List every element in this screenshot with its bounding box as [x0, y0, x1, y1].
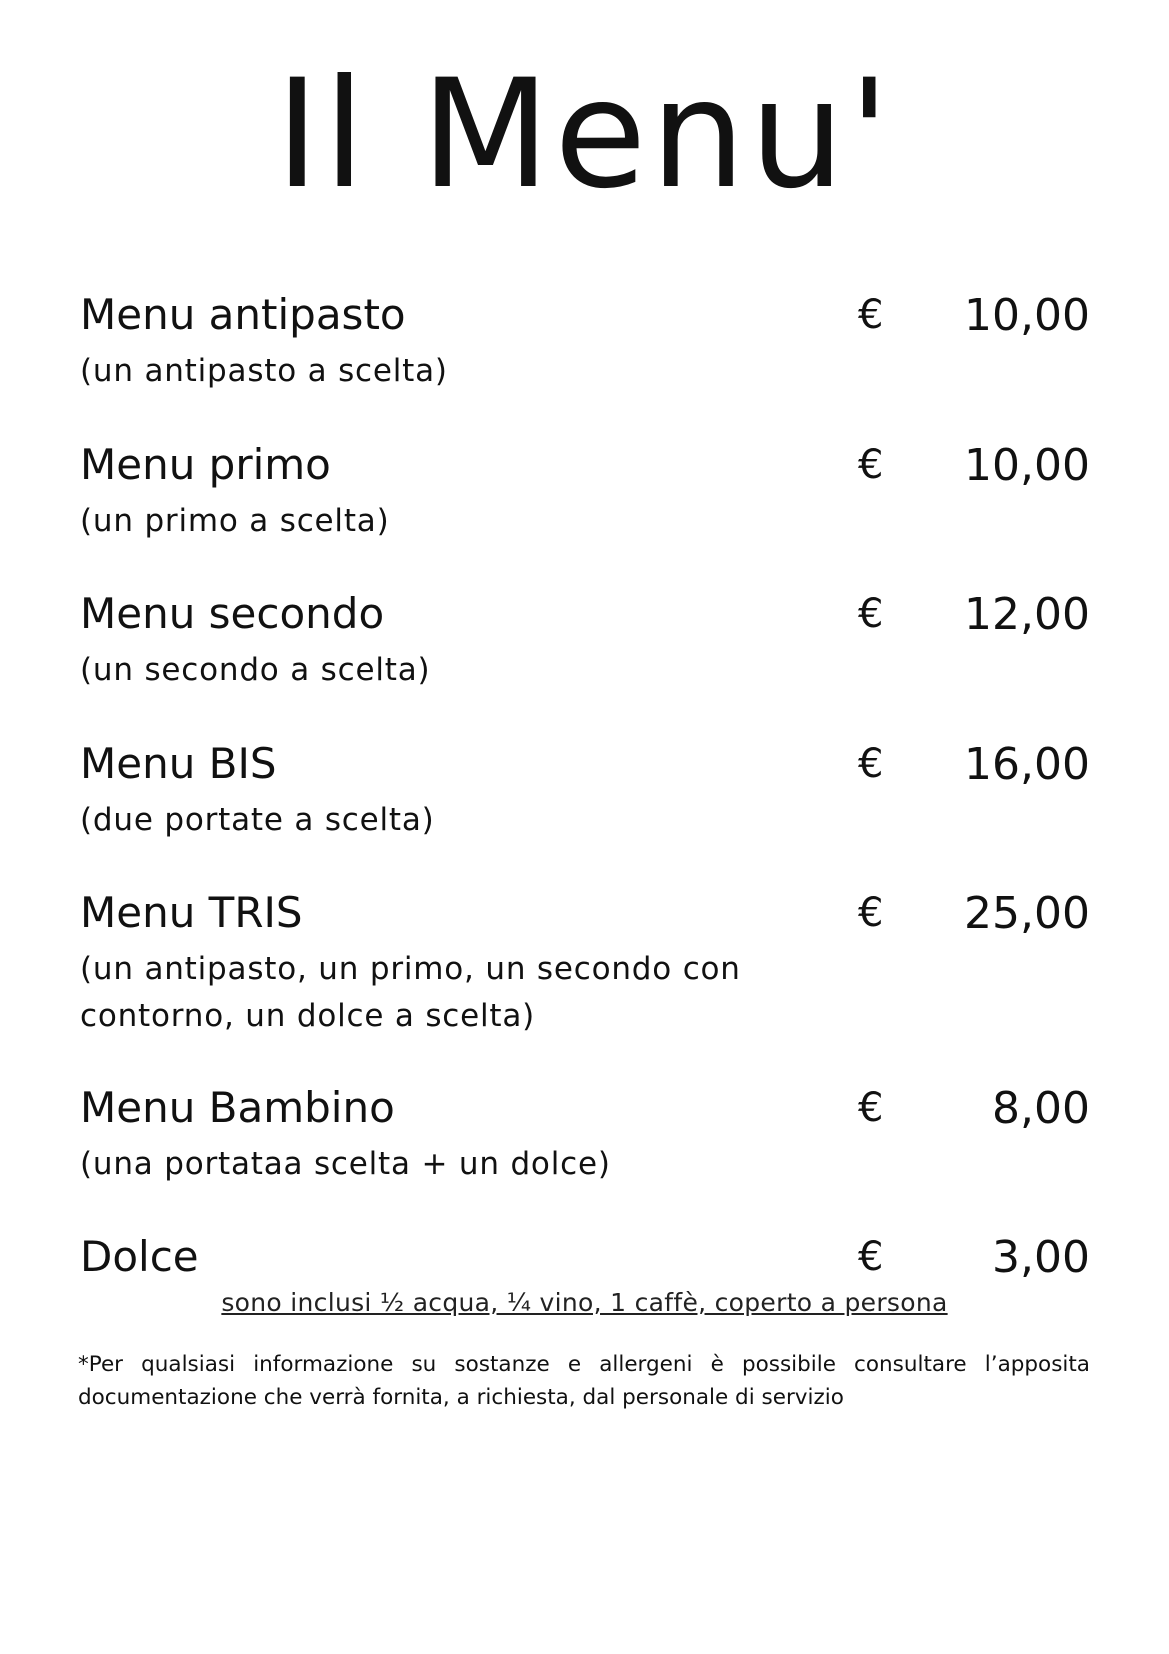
menu-title: Il Menu' — [275, 48, 894, 222]
item-price: 10,00 — [964, 440, 1090, 491]
currency-symbol: € — [858, 890, 884, 936]
currency-symbol: € — [858, 292, 884, 338]
item-description: (un antipasto, un primo, un secondo con contorno, un dolce a scelta) — [80, 951, 741, 1034]
currency-symbol: € — [858, 442, 884, 488]
item-name: Menu secondo — [80, 589, 385, 638]
item-name: Menu primo — [80, 440, 331, 489]
item-price: 10,00 — [964, 290, 1090, 341]
item-description: (un primo a scelta) — [80, 503, 390, 539]
item-name: Menu antipasto — [80, 290, 406, 339]
included-note: sono inclusi ½ acqua, ¼ vino, 1 caffè, coperto a persona — [221, 1288, 948, 1317]
item-name: Menu Bambino — [80, 1083, 395, 1132]
allergen-note: *Per qualsiasi informazione su sostanze e allergeni è possibile consultare l’apposita documentazione che verrà fornita, a richiesta, dal personale di servizio — [78, 1352, 1090, 1411]
item-price: 3,00 — [992, 1232, 1090, 1283]
item-description: (una portataa scelta + un dolce) — [80, 1146, 611, 1182]
currency-symbol: € — [858, 1085, 884, 1131]
item-price: 16,00 — [964, 739, 1090, 790]
currency-symbol: € — [858, 1234, 884, 1280]
item-price: 8,00 — [992, 1083, 1090, 1134]
item-description: (un antipasto a scelta) — [80, 353, 448, 389]
item-name: Menu TRIS — [80, 888, 303, 937]
item-price: 12,00 — [964, 589, 1090, 640]
item-name: Dolce — [80, 1232, 199, 1281]
currency-symbol: € — [858, 591, 884, 637]
item-price: 25,00 — [964, 888, 1090, 939]
item-description: (due portate a scelta) — [80, 802, 435, 838]
item-description: (un secondo a scelta) — [80, 652, 431, 688]
item-name: Menu BIS — [80, 739, 277, 788]
currency-symbol: € — [858, 741, 884, 787]
